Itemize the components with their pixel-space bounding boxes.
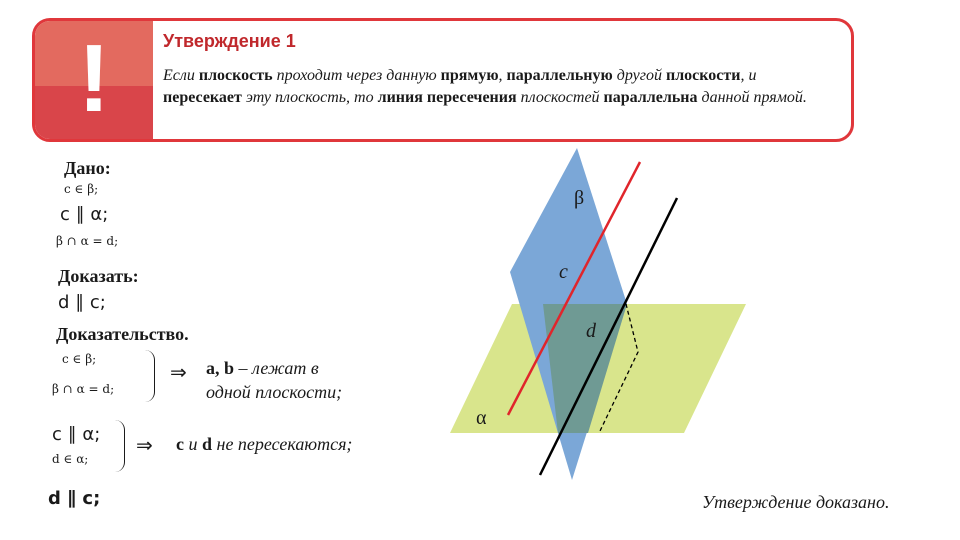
proof-step2-line-1: c ∥ α; <box>52 424 101 445</box>
label-beta: β <box>574 187 585 209</box>
footer-text: Утверждение доказано. <box>702 492 890 512</box>
label-d: d <box>586 320 596 342</box>
given-line-2: c ∥ α; <box>60 204 109 225</box>
proof-heading: Доказательство. <box>56 324 189 344</box>
statement-box <box>32 18 854 142</box>
proof-step1-result-2: одной плоскости; <box>206 382 343 402</box>
proof-conclusion: d ∥ c; <box>48 488 101 509</box>
given-line-3: β ∩ α = d; <box>56 234 119 248</box>
given-line-1: c ∈ β; <box>64 182 99 196</box>
statement-text: Если плоскость проходит через данную прямую, параллельную другой плоскости, и пересекает эту плоскость, то линия пересечения плоскостей параллельна данной прямой. <box>163 67 807 106</box>
statement-title: Утверждение 1 <box>163 31 296 51</box>
given-heading: Дано: <box>64 158 111 178</box>
label-alpha: α <box>476 407 487 429</box>
proof-step1-result-1: a, b – лежат в <box>206 358 319 378</box>
label-c: c <box>559 261 568 283</box>
implies-arrow: ⇒ <box>170 360 187 384</box>
proof-step2-result: c и d не пересекаются; <box>176 434 353 454</box>
curly-brace <box>144 350 155 402</box>
prove-heading: Доказать: <box>58 266 139 286</box>
proof-step1-line-2: β ∩ α = d; <box>52 382 115 396</box>
exclamation-icon: ! <box>78 25 110 132</box>
proof-step1-line-1: c ∈ β; <box>62 352 97 366</box>
implies-arrow: ⇒ <box>136 433 153 457</box>
planes-figure <box>440 140 760 485</box>
proof-step2-line-2: d ∈ α; <box>52 452 89 466</box>
curly-brace <box>114 420 125 472</box>
prove-line-1: d ∥ c; <box>58 292 106 313</box>
